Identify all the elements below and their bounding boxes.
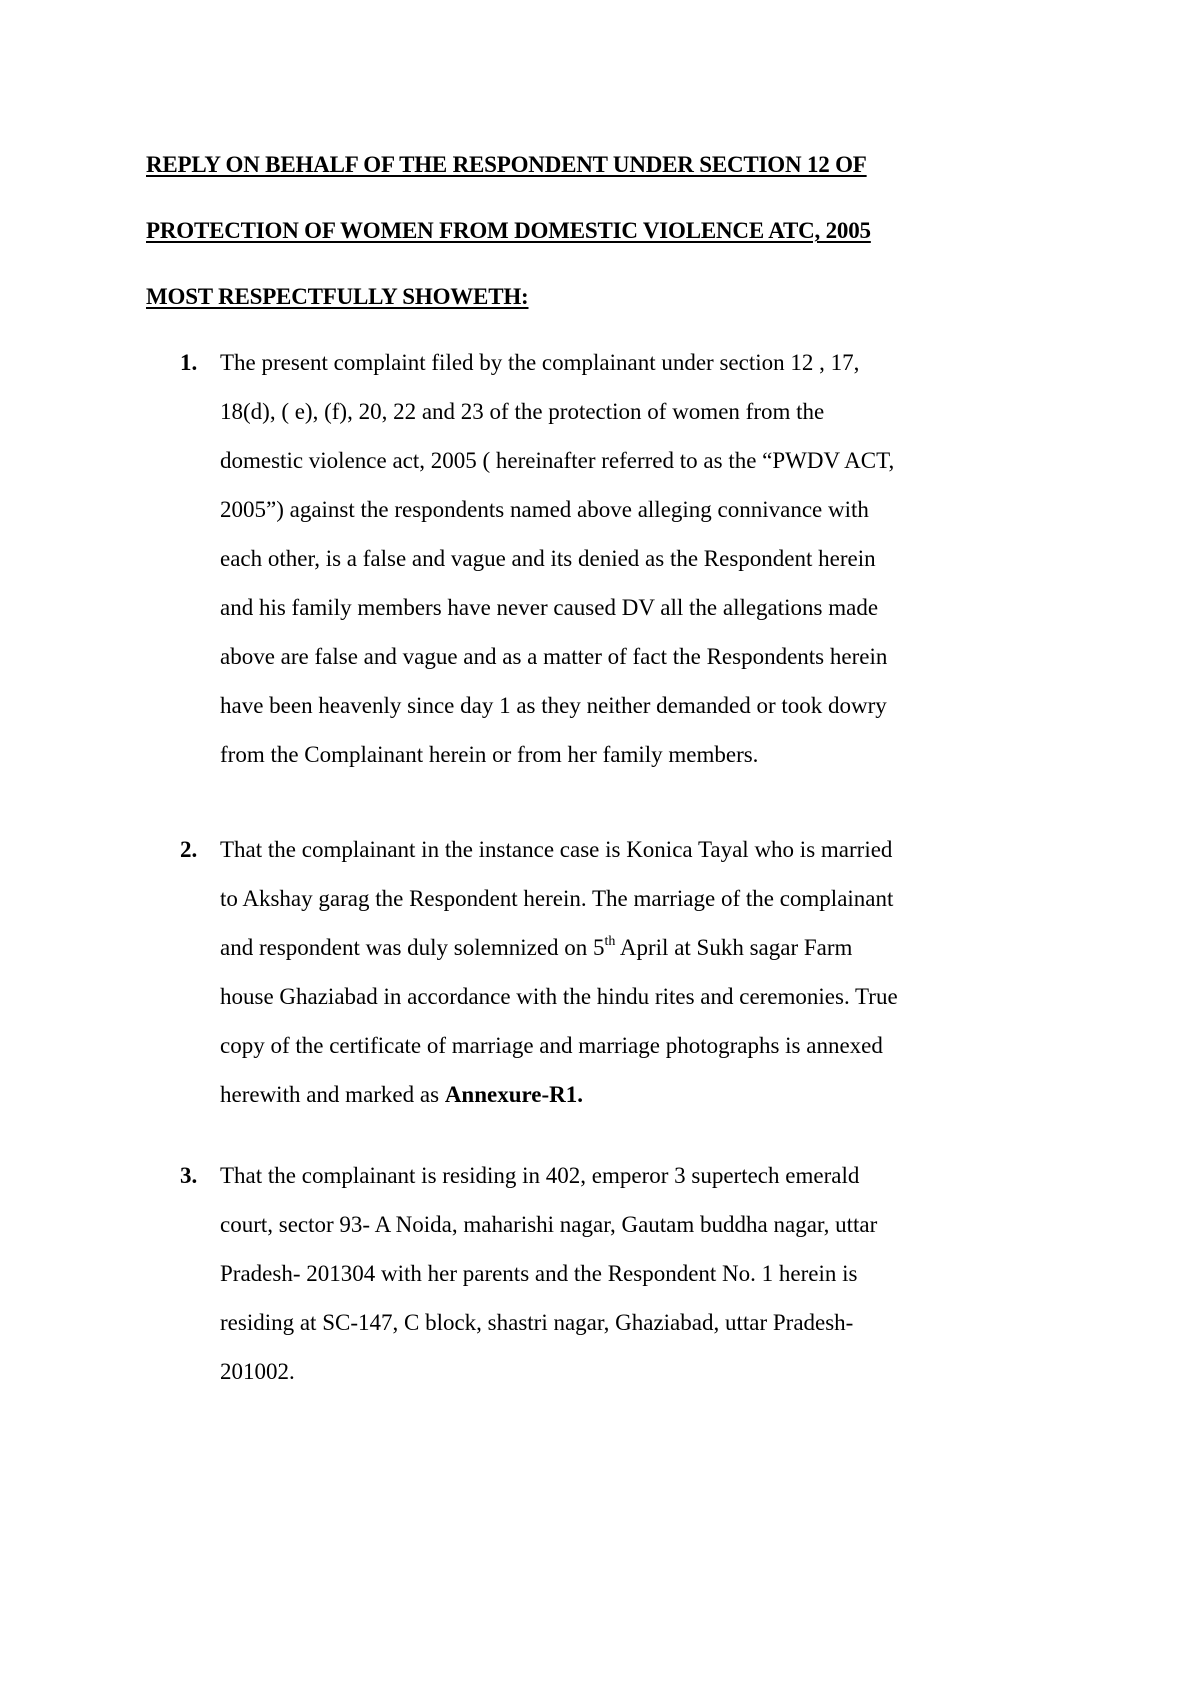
paragraph-body: [220, 825, 1080, 1119]
paragraph-line: Pradesh- 201304 with her parents and the Respondent No. 1 herein is: [220, 1261, 858, 1286]
document-title-line-1: REPLY ON BEHALF OF THE RESPONDENT UNDER SECTION 12 OF: [146, 152, 867, 177]
ordinal-suffix: th: [604, 934, 616, 949]
paragraph-line: That the complainant is residing in 402, emperor 3 supertech emerald: [220, 1163, 860, 1188]
paragraph-line: court, sector 93- A Noida, maharishi nagar, Gautam buddha nagar, uttar: [220, 1212, 878, 1237]
document-title-line-2: PROTECTION OF WOMEN FROM DOMESTIC VIOLENCE ATC, 2005: [146, 218, 871, 243]
paragraph-line: house Ghaziabad in accordance with the hindu rites and ceremonies. True: [220, 984, 898, 1009]
paragraph-line: 2005”) against the respondents named above alleging connivance with: [220, 497, 869, 522]
paragraph-line: residing at SC-147, C block, shastri nagar, Ghaziabad, uttar Pradesh-: [220, 1310, 854, 1335]
paragraph-number: 3.: [180, 1163, 198, 1188]
paragraph-line: That the complainant in the instance case is Konica Tayal who is married: [220, 837, 893, 862]
paragraph-body: [220, 1151, 1080, 1396]
paragraph-line: 201002.: [220, 1359, 295, 1384]
paragraph-line: have been heavenly since day 1 as they neither demanded or took dowry: [220, 693, 887, 718]
paragraph-line: [220, 923, 1080, 972]
salutation-heading: MOST RESPECTFULLY SHOWETH:: [146, 284, 529, 309]
paragraph-line: [220, 1070, 1080, 1119]
paragraph-line: domestic violence act, 2005 ( hereinafter referred to as the “PWDV ACT,: [220, 448, 895, 473]
paragraph-line: above are false and vague and as a matter of fact the Respondents herein: [220, 644, 888, 669]
paragraph-line: to Akshay garag the Respondent herein. The marriage of the complainant: [220, 886, 894, 911]
paragraph-line: from the Complainant herein or from her family members.: [220, 742, 759, 767]
paragraph-line: 18(d), ( e), (f), 20, 22 and 23 of the protection of women from the: [220, 399, 825, 424]
paragraph-line: The present complaint filed by the complainant under section 12 , 17,: [220, 350, 860, 375]
line-text: April at Sukh sagar Farm: [615, 935, 853, 960]
line-text: and respondent was duly solemnized on 5: [220, 935, 605, 960]
annexure-reference: Annexure-R1.: [444, 1082, 584, 1107]
paragraph-number: 2.: [180, 837, 198, 862]
line-text: herewith and marked as: [220, 1082, 445, 1107]
paragraph-line: each other, is a false and vague and its denied as the Respondent herein: [220, 546, 876, 571]
paragraph-line: and his family members have never caused DV all the allegations made: [220, 595, 879, 620]
paragraph-body: [220, 338, 1080, 779]
paragraph-number: 1.: [180, 350, 198, 375]
paragraph-line: copy of the certificate of marriage and marriage photographs is annexed: [220, 1033, 883, 1058]
